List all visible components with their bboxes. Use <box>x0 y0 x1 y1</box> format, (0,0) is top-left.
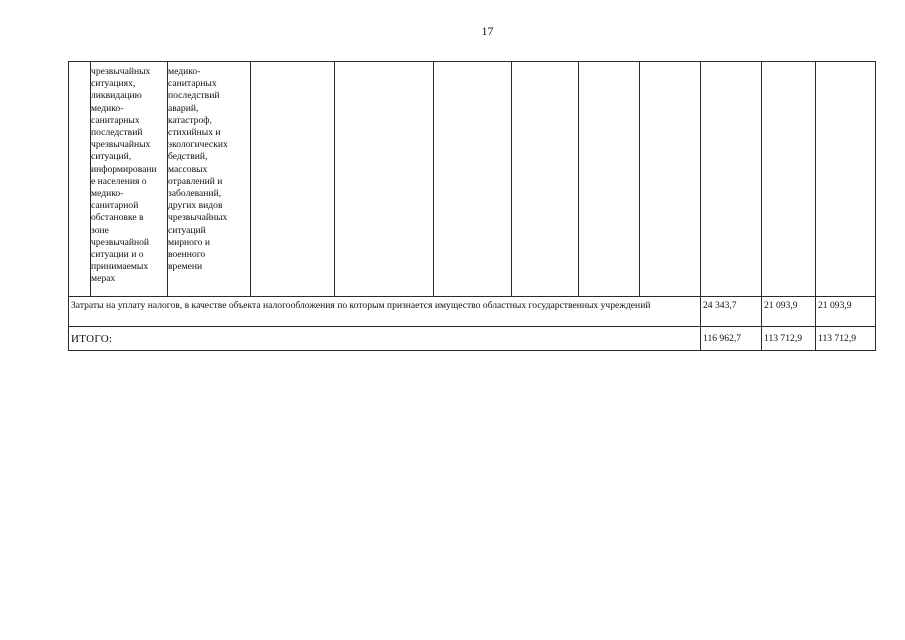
table-cell-empty <box>640 62 701 297</box>
total-value-2-cell <box>762 327 816 351</box>
total-value-1-cell <box>701 327 762 351</box>
table-cell-empty <box>251 62 335 297</box>
taxes-value-3-cell <box>816 297 876 327</box>
cell-measure-purpose: медико- санитарных последствий аварий, катастроф, стихийных и экологических бедствий, массовых отравлений и заболеваний, других видов чрезвычайных ситуаций мирного и военного времени <box>168 62 251 297</box>
total-label-cell <box>69 327 701 351</box>
total-value-3-cell <box>816 327 876 351</box>
table-cell-empty <box>335 62 434 297</box>
table-cell-empty <box>512 62 579 297</box>
cell-number <box>69 62 91 297</box>
taxes-label: Затраты на уплату налогов, в качестве объекта налогообложения по которым признается имущество областных государственных учреждений <box>71 300 651 311</box>
table-row-taxes <box>69 297 876 327</box>
page-number: 17 <box>481 24 494 38</box>
table-cell-empty <box>762 62 816 297</box>
total-label: ИТОГО: <box>71 332 113 345</box>
total-value-3: 113 712,9 <box>818 332 857 344</box>
total-value-1: 116 962,7 <box>703 332 742 344</box>
table-cell-empty <box>701 62 762 297</box>
table-row-measures <box>69 62 876 297</box>
taxes-value-2-cell <box>762 297 816 327</box>
table-cell-empty <box>816 62 876 297</box>
taxes-value-1: 24 343,7 <box>703 300 737 311</box>
table-cell-empty <box>434 62 512 297</box>
taxes-value-1-cell <box>701 297 762 327</box>
table-cell-empty <box>579 62 640 297</box>
table-row-total <box>69 327 876 351</box>
taxes-value-2: 21 093,9 <box>764 300 798 311</box>
taxes-value-3: 21 093,9 <box>818 300 852 311</box>
budget-table <box>68 61 876 351</box>
total-value-2: 113 712,9 <box>764 332 803 344</box>
taxes-label-cell <box>69 297 701 327</box>
cell-measure-name: чрезвычайных ситуациях, ликвидацию медико- санитарных последствий чрезвычайных ситуаций, информировани е населения о медико- санитарной обстановке в зоне чрезвычайной ситуации и о принимаемых мерах <box>91 62 168 297</box>
